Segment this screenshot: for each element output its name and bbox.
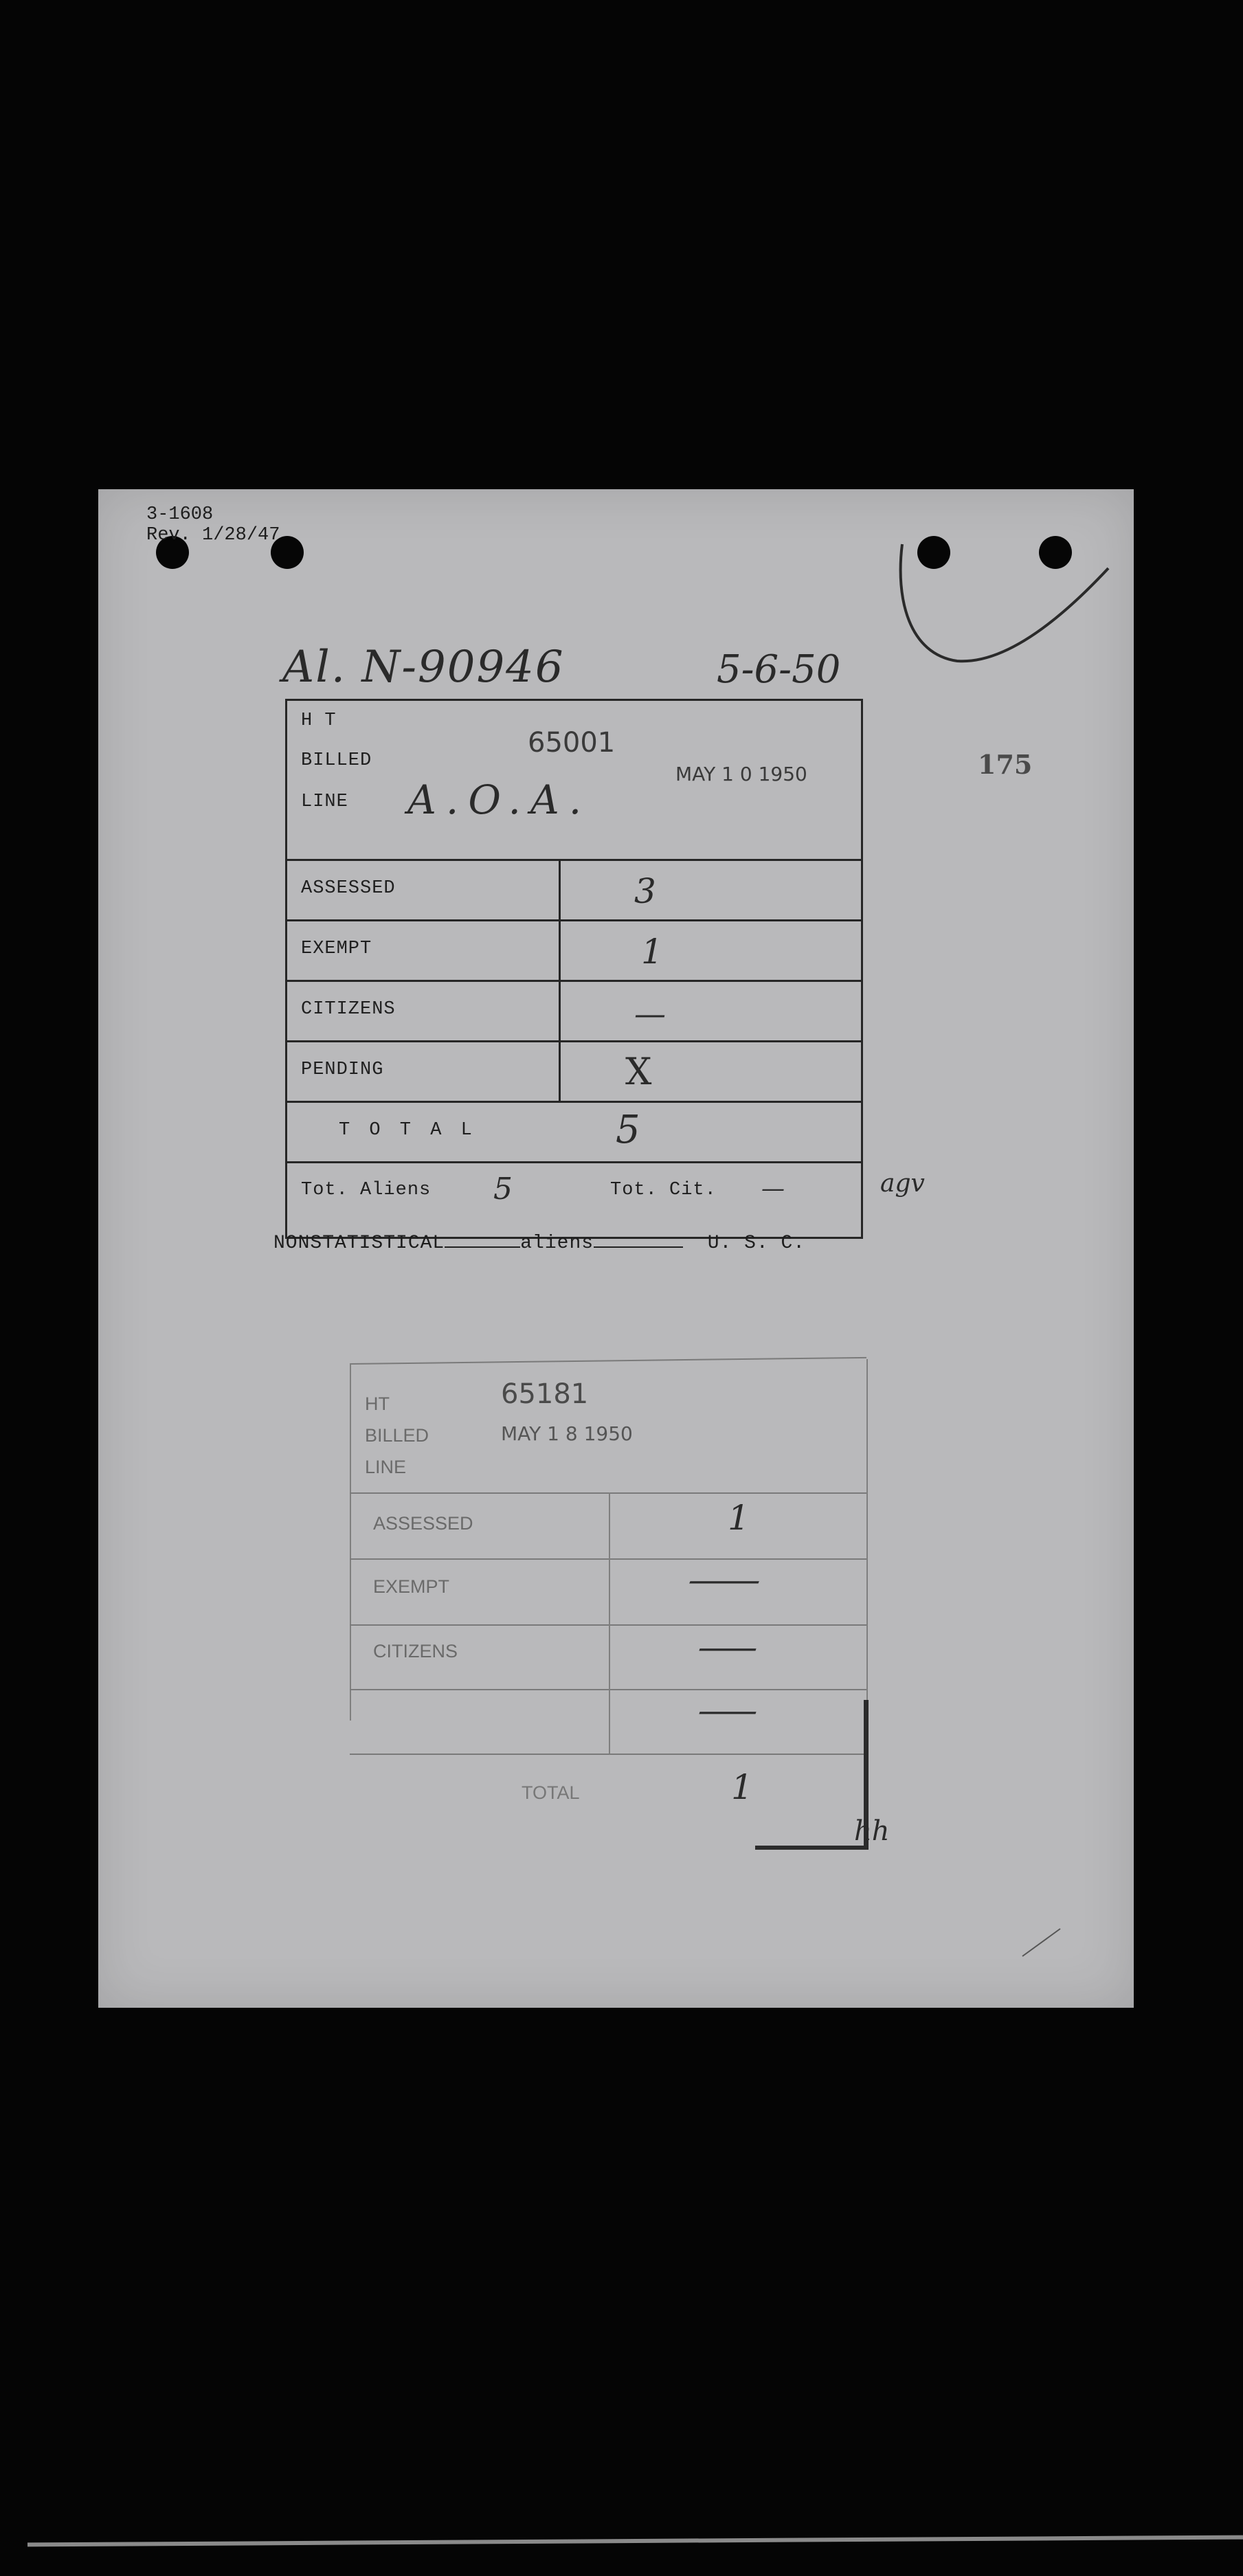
nonstatistical-label: NONSTATISTICAL [273, 1233, 445, 1254]
blank [594, 1246, 683, 1248]
total-value: 5 [616, 1108, 640, 1152]
total-label: TOTAL [522, 1782, 580, 1803]
blank [445, 1246, 520, 1248]
divider [350, 1357, 866, 1365]
date-stamp: MAY 1 8 1950 [501, 1422, 633, 1445]
line-value: A.O.A. [407, 776, 592, 823]
nonstatistical-line [273, 1233, 805, 1254]
total-value: 1 [731, 1767, 753, 1807]
divider [287, 1101, 861, 1103]
pen-stroke [1019, 1925, 1067, 1960]
checkmark-mark [882, 537, 1115, 709]
ht-label: HT [365, 1393, 390, 1414]
row-label: EXEMPT [301, 939, 372, 959]
tot-cit-value: — [761, 1175, 785, 1202]
divider [350, 1558, 866, 1560]
divider [287, 1161, 861, 1163]
divider [287, 1040, 861, 1042]
page-number: 175 [978, 749, 1033, 780]
aliens-label: aliens [520, 1233, 594, 1254]
row-label: EXEMPT [373, 1576, 450, 1597]
ht-number: 65001 [528, 727, 616, 759]
scanner-edge [27, 2535, 1243, 2547]
row-value: — [634, 995, 666, 1032]
file-number: Al. N-90946 [282, 642, 565, 693]
row-value: 3 [634, 871, 656, 911]
divider [350, 1754, 866, 1755]
line-label: LINE [301, 792, 348, 812]
usc-label: U. S. C. [707, 1233, 806, 1254]
divider [350, 1689, 866, 1690]
row-value: 1 [728, 1498, 750, 1538]
divider [350, 1624, 866, 1626]
row-label: PENDING [301, 1060, 384, 1080]
stamp-edge [755, 1846, 869, 1850]
tally-form-1 [285, 699, 863, 1239]
divider [287, 919, 861, 921]
revision-date: Rev. 1/28/47 [146, 525, 280, 546]
document-page [98, 489, 1134, 2008]
billed-label: BILLED [365, 1425, 429, 1446]
form-number: 3-1608 [146, 504, 214, 525]
border [350, 1363, 351, 1721]
tot-aliens-label: Tot. Aliens [301, 1180, 432, 1200]
column-divider [559, 861, 561, 1103]
row-value: — [697, 1627, 759, 1667]
billed-label: BILLED [301, 750, 372, 771]
initials: agv [880, 1169, 925, 1198]
tally-form-2 [350, 1363, 866, 1860]
line-label: LINE [365, 1457, 407, 1477]
total-label: T O T A L [339, 1120, 476, 1141]
divider [287, 859, 861, 861]
initials: hh [854, 1815, 890, 1847]
ht-label: H T [301, 710, 337, 731]
row-label: ASSESSED [373, 1513, 473, 1534]
row-label: CITIZENS [301, 999, 396, 1020]
divider [350, 1492, 866, 1494]
row-value: 1 [641, 932, 663, 972]
row-value: — [697, 1690, 759, 1730]
row-value: X [625, 1050, 652, 1093]
row-label: ASSESSED [301, 878, 396, 899]
ht-number: 65181 [501, 1378, 589, 1410]
tot-cit-label: Tot. Cit. [610, 1180, 717, 1200]
handwritten-date: 5-6-50 [717, 647, 841, 692]
column-divider [609, 1492, 610, 1754]
tot-aliens-value: 5 [493, 1172, 513, 1207]
row-value: — [686, 1560, 762, 1600]
date-stamp: MAY 1 0 1950 [675, 763, 807, 785]
row-label: CITIZENS [373, 1641, 458, 1661]
divider [287, 980, 861, 982]
